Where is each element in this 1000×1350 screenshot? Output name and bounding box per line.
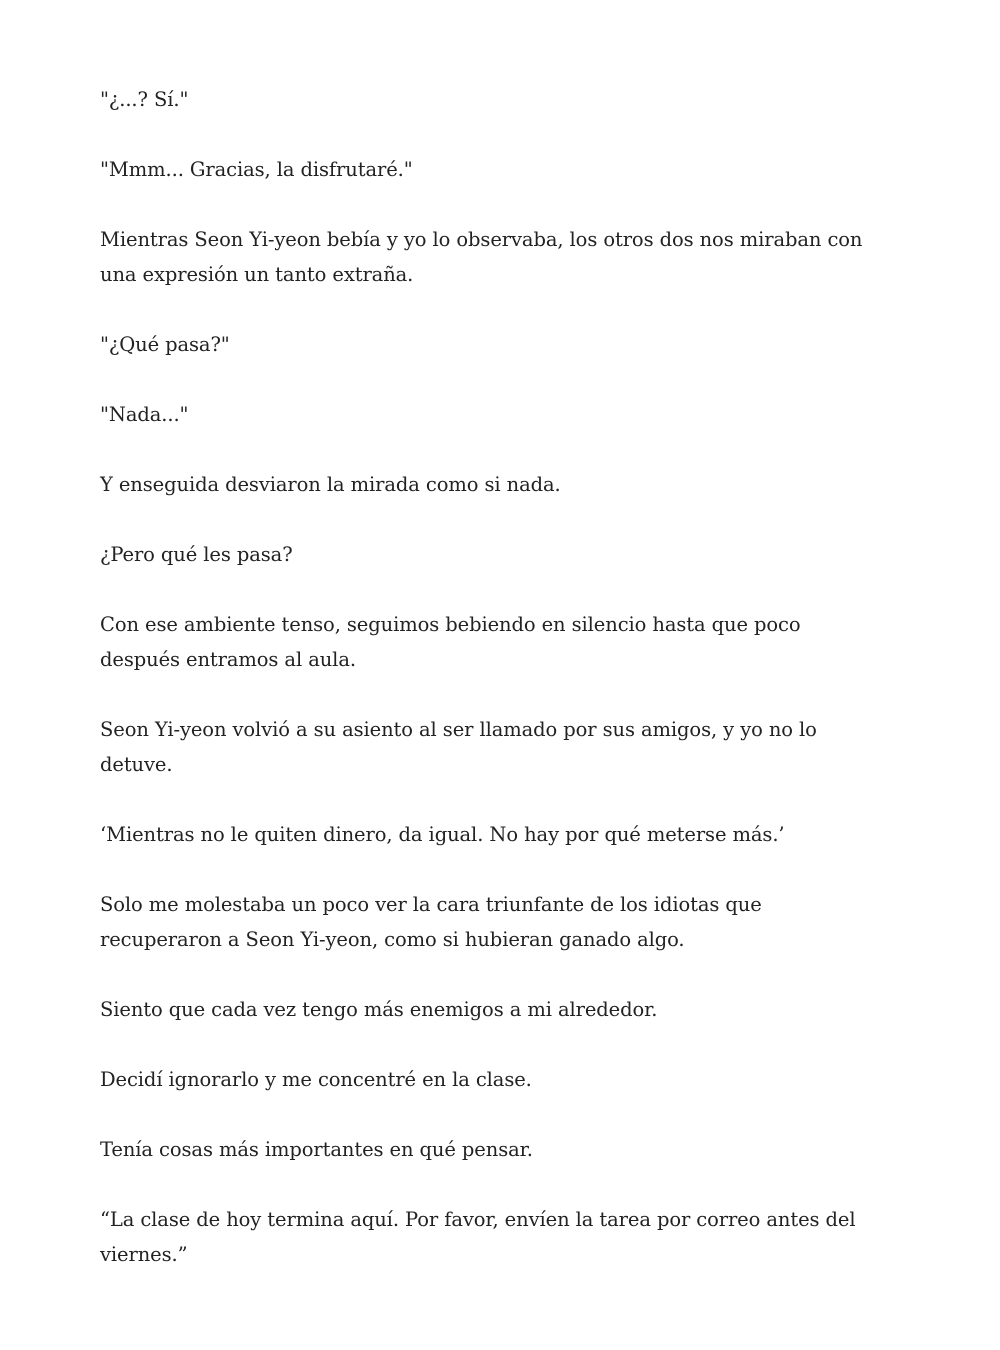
text-line: “La clase de hoy termina aquí. Por favor, envíen la tarea por correo antes del xyxy=(100,1208,856,1231)
text-line: recuperaron a Seon Yi-yeon, como si hubieran ganado algo. xyxy=(100,928,685,951)
paragraph xyxy=(100,82,920,117)
text-line: detuve. xyxy=(100,753,173,776)
paragraph xyxy=(100,607,920,677)
text-line: Y enseguida desviaron la mirada como si nada. xyxy=(100,473,561,496)
text-line: Con ese ambiente tenso, seguimos bebiendo en silencio hasta que poco xyxy=(100,613,801,636)
paragraph xyxy=(100,992,920,1027)
document-body xyxy=(100,82,920,1307)
paragraph xyxy=(100,152,920,187)
paragraph xyxy=(100,467,920,502)
text-line: Seon Yi-yeon volvió a su asiento al ser llamado por sus amigos, y yo no lo xyxy=(100,718,817,741)
text-line: "Mmm... Gracias, la disfrutaré." xyxy=(100,158,413,181)
paragraph xyxy=(100,712,920,782)
text-line: ¿Pero qué les pasa? xyxy=(100,543,293,566)
text-line: "Nada..." xyxy=(100,403,189,426)
paragraph xyxy=(100,1062,920,1097)
paragraph xyxy=(100,222,920,292)
paragraph xyxy=(100,817,920,852)
text-line: una expresión un tanto extraña. xyxy=(100,263,414,286)
text-line: después entramos al aula. xyxy=(100,648,356,671)
text-line: Mientras Seon Yi-yeon bebía y yo lo observaba, los otros dos nos miraban con xyxy=(100,228,863,251)
paragraph xyxy=(100,327,920,362)
paragraph xyxy=(100,1202,920,1272)
paragraph xyxy=(100,397,920,432)
text-line: viernes.” xyxy=(100,1243,188,1266)
paragraph xyxy=(100,1132,920,1167)
paragraph xyxy=(100,537,920,572)
text-line: "¿Qué pasa?" xyxy=(100,333,230,356)
text-line: Siento que cada vez tengo más enemigos a mi alrededor. xyxy=(100,998,658,1021)
text-line: Decidí ignorarlo y me concentré en la clase. xyxy=(100,1068,532,1091)
text-line: "¿...? Sí." xyxy=(100,88,189,111)
text-line: Tenía cosas más importantes en qué pensar. xyxy=(100,1138,533,1161)
text-line: Solo me molestaba un poco ver la cara triunfante de los idiotas que xyxy=(100,893,762,916)
paragraph xyxy=(100,887,920,957)
text-line: ‘Mientras no le quiten dinero, da igual. No hay por qué meterse más.’ xyxy=(100,823,785,846)
